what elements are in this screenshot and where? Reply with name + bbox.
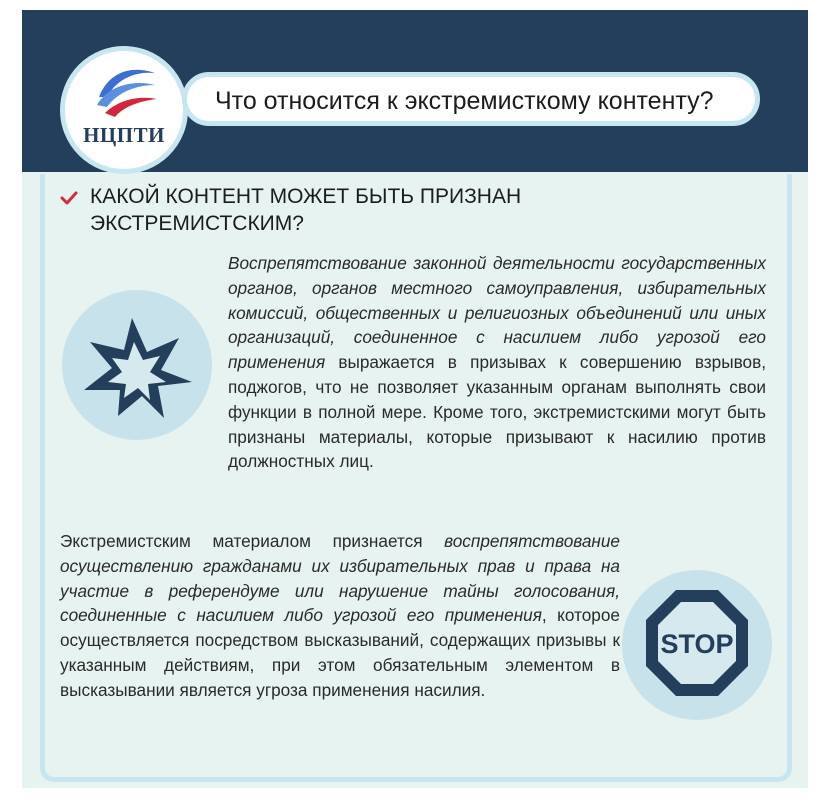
section-heading: КАКОЙ КОНТЕНТ МОЖЕТ БЫТЬ ПРИЗНАН ЭКСТРЕМИСТСКИМ? [90,185,522,235]
page-title: Что относится к экстремисткому контенту? [215,87,714,115]
stop-label: STOP [660,629,734,659]
paragraph-1 [228,251,766,474]
paragraph-2 [60,529,620,703]
paragraph-2-italic: воспрепятствование осуществлению гражданами их избирательных прав и права на участие в референдуме или нарушение тайны голосования, соединенные с насилием либо угрозой его применения [60,531,620,626]
explosion-star-icon [62,290,212,440]
flag-swirl-icon [91,63,161,121]
title-pill [182,72,760,126]
logo [60,46,188,174]
paragraph-1-italic: Воспрепятствование законной деятельности государственных органов, органов местного самоуправления, избирательных комиссий, общественных и религиозных объединений или иных организаций, соединенное с насилием либо угрозой его применения [228,253,766,373]
checkmark-icon [60,190,78,206]
stop-sign-icon [622,570,772,720]
logo-text: НЦПТИ [83,123,165,147]
paragraph-2-start: Экстремистским материалом признается [60,531,445,551]
paragraph-1-normal: выражается в призывах к совершению взрывов, поджогов, что не позволяет указанным органам выполнять свои функции в полной мере. Кроме того, экстремистскими могут быть признаны материалы, которые призывают к насилию против должностных лиц. [228,352,766,472]
paragraph-2-end: , которое осуществляется посредством высказываний, содержащих призывы к указанным действиям, при этом обязательным элементом в высказывании является угроза применения насилия. [60,605,620,700]
